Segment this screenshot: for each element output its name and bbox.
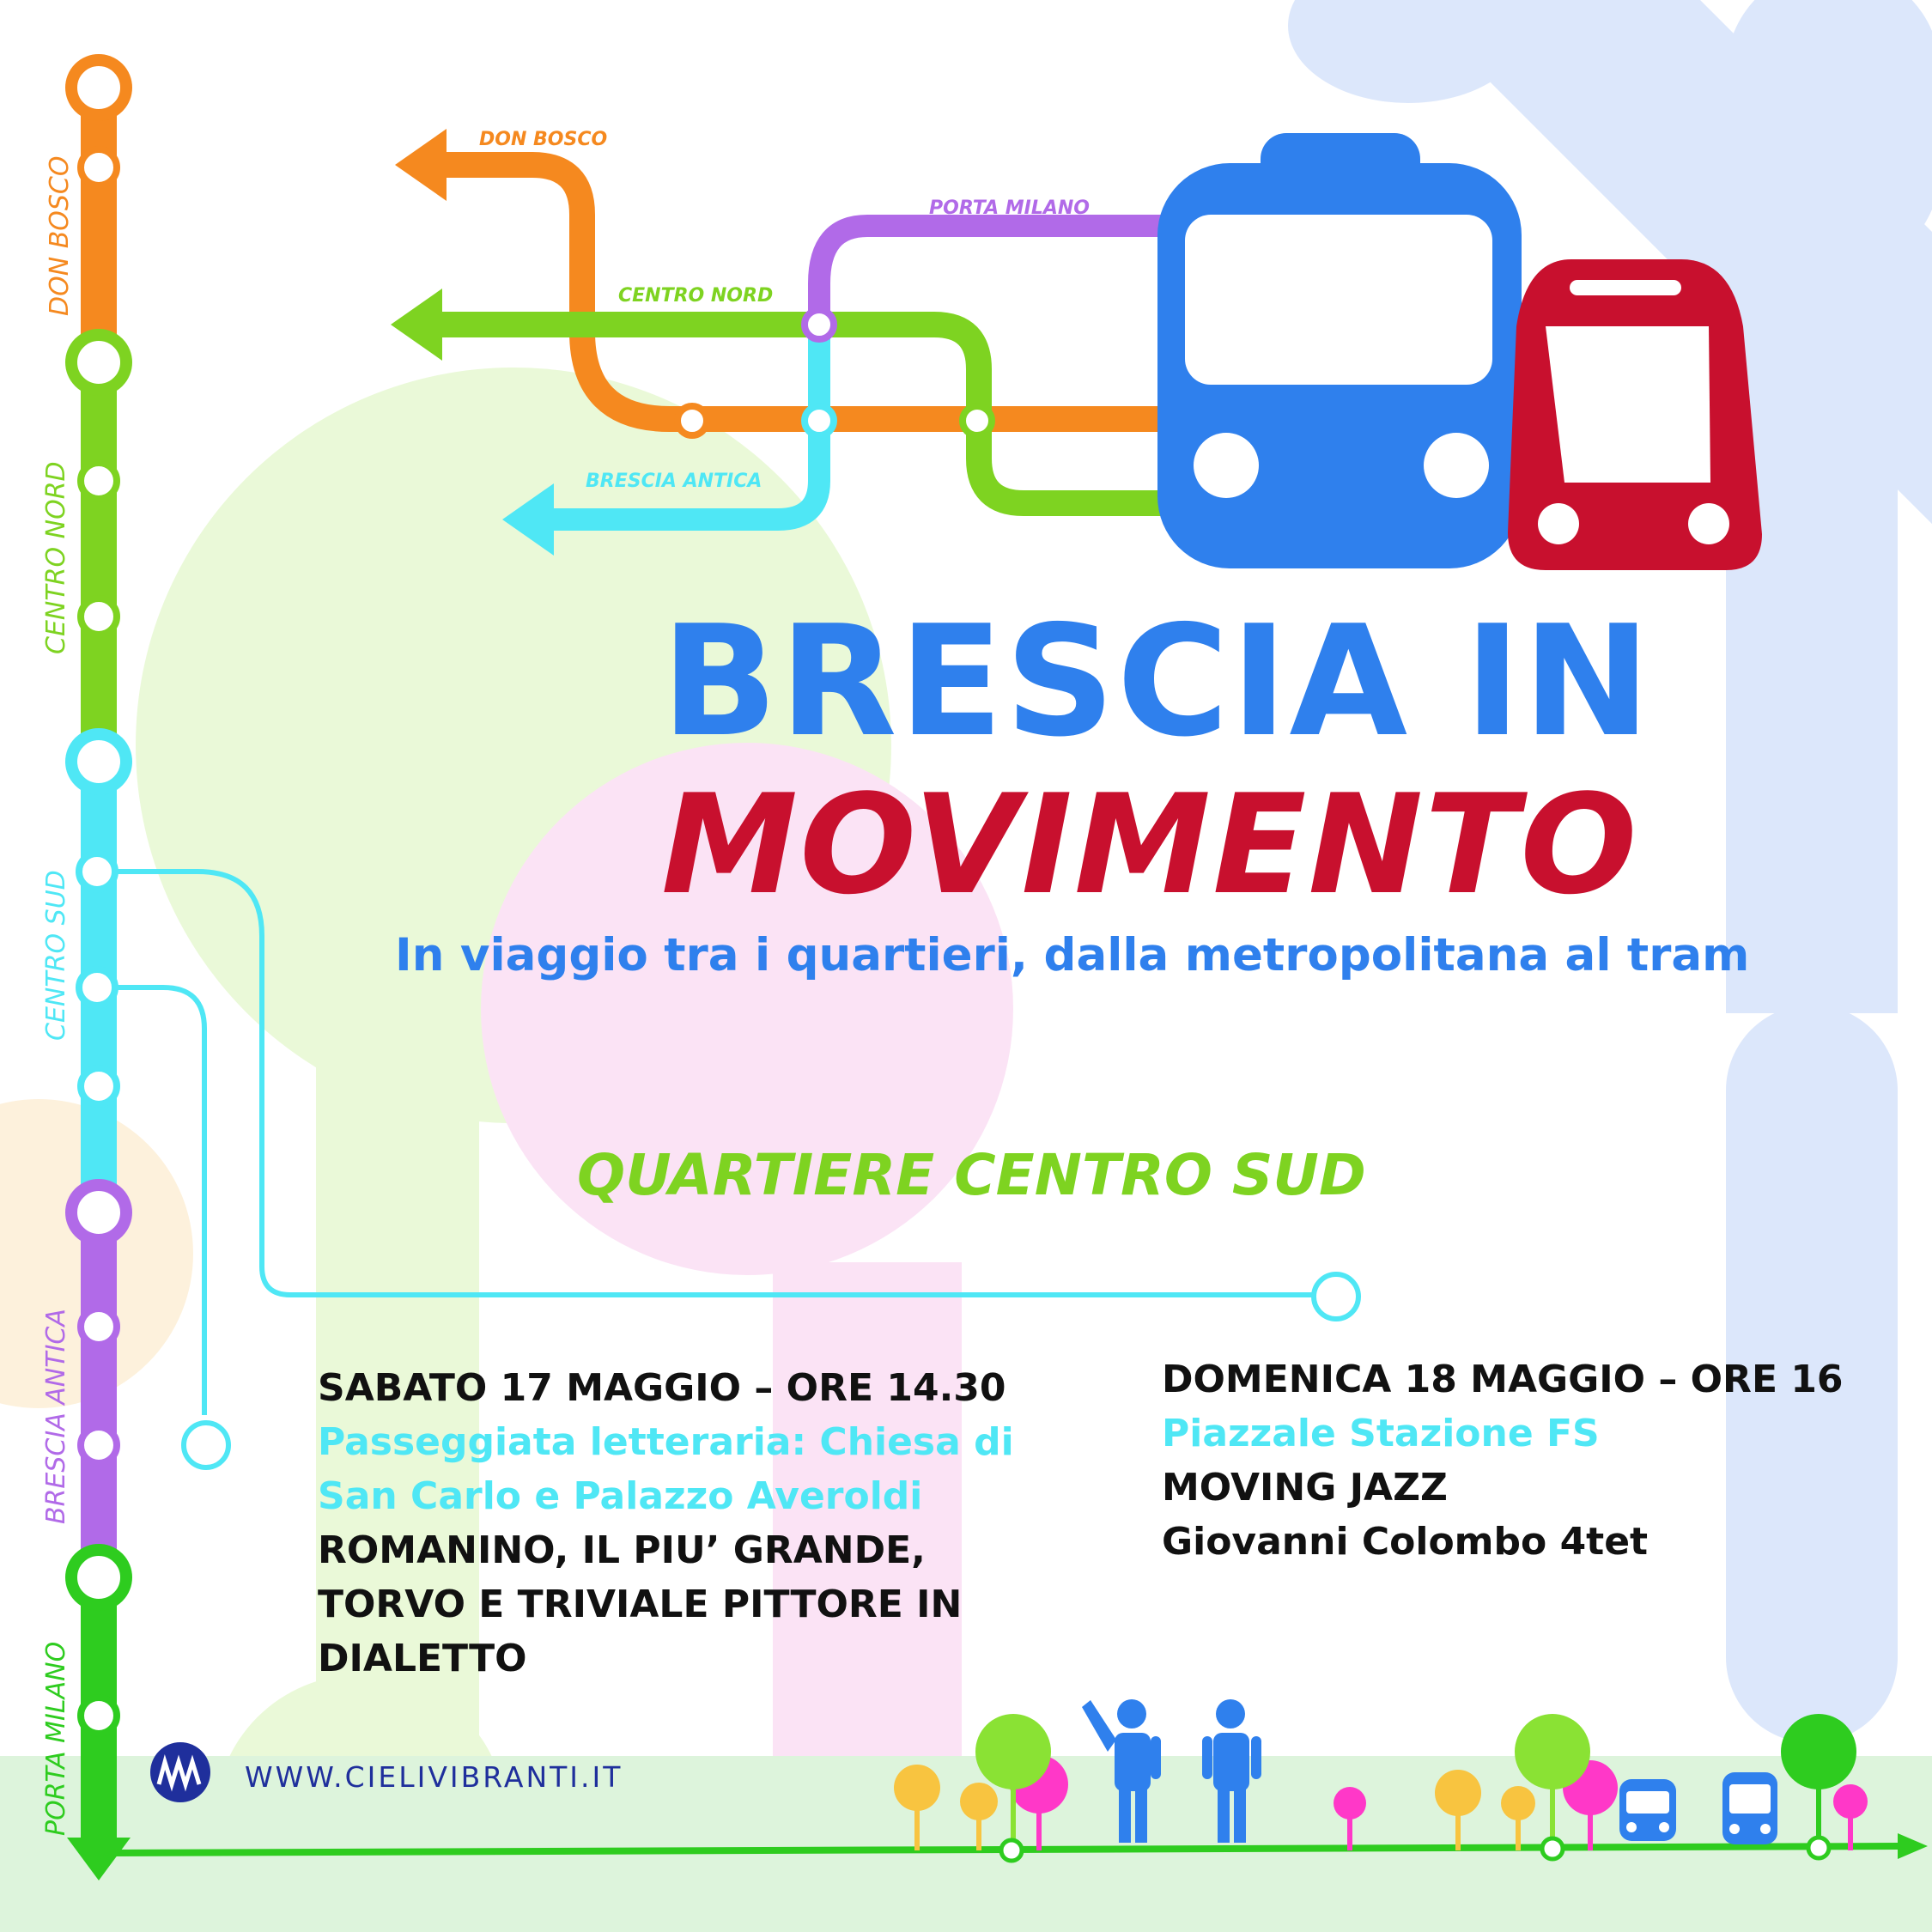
route-label-don-bosco: DON BOSCO [479, 129, 608, 150]
subtitle: In viaggio tra i quartieri, dalla metropolitana al tram [395, 929, 1750, 981]
vertical-label-porta-milano: PORTA MILANO [41, 1641, 71, 1836]
route-label-centro-nord: CENTRO NORD [618, 285, 774, 307]
route-label-brescia-antica: BRESCIA ANTICA [586, 471, 762, 492]
event-sunday-title: MOVING JAZZ [1162, 1466, 1448, 1510]
vertical-label-centro-sud: CENTRO SUD [41, 870, 71, 1041]
title-line-2: MOVIMENTO [661, 764, 1639, 925]
vertical-label-don-bosco: DON BOSCO [45, 155, 75, 316]
route-label-porta-milano: PORTA MILANO [929, 197, 1090, 219]
event-sunday [1162, 1352, 1900, 1569]
event-saturday [318, 1361, 1056, 1686]
website-link[interactable]: WWW.CIELIVIBRANTI.IT [245, 1760, 623, 1794]
event-sunday-place: Piazzale Stazione FS [1162, 1412, 1600, 1455]
event-sunday-performer: Giovanni Colombo 4tet [1162, 1520, 1649, 1564]
event-sunday-date: DOMENICA 18 MAGGIO – ORE 16 [1162, 1358, 1844, 1401]
title-line-1: BRESCIA IN [661, 592, 1653, 770]
event-saturday-date: SABATO 17 MAGGIO – ORE 14.30 [318, 1366, 1006, 1410]
vertical-label-brescia-antica: BRESCIA ANTICA [41, 1309, 71, 1524]
event-saturday-place: Passeggiata letteraria: Chiesa di San Carlo e Palazzo Averoldi [318, 1420, 1014, 1518]
district-heading: QUARTIERE CENTRO SUD [577, 1142, 1366, 1208]
vertical-label-centro-nord: CENTRO NORD [41, 461, 71, 654]
event-saturday-description: ROMANINO, IL PIU’ GRANDE, TORVO E TRIVIALE PITTORE IN DIALETTO [318, 1528, 963, 1680]
